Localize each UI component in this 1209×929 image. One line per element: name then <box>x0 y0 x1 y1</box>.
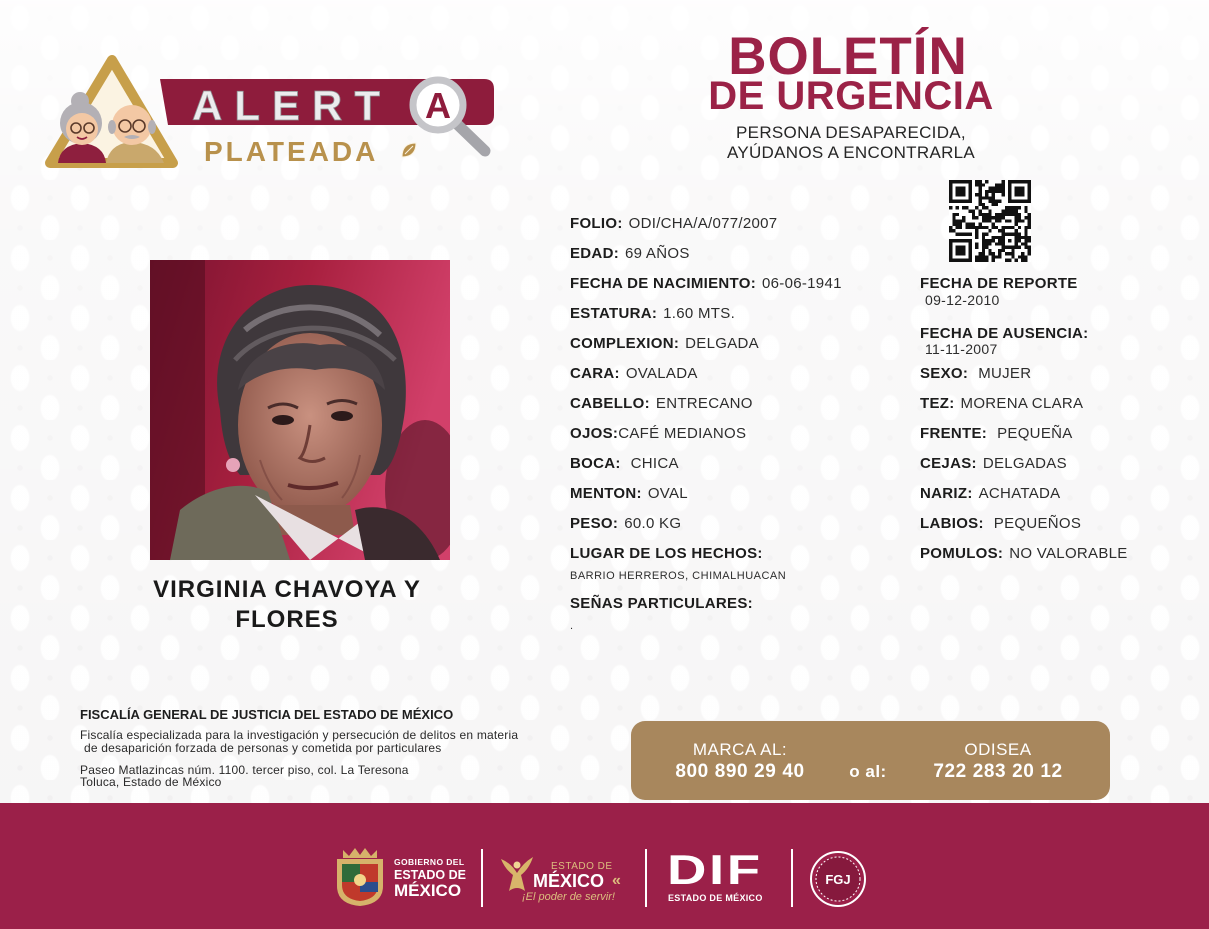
fgj-seal-icon <box>809 850 867 908</box>
pomulos-label: POMULOS: <box>920 545 1004 562</box>
tez-field <box>920 395 1083 413</box>
folio-field <box>570 215 777 233</box>
sexo-value: MUJER <box>978 365 1032 382</box>
frente-field <box>920 425 1073 443</box>
lugar-hechos-label: LUGAR DE LOS HECHOS: <box>570 545 763 562</box>
fecha-reporte-label: FECHA DE REPORTE <box>920 275 1078 292</box>
edomex-slogan: ¡El poder de servir! <box>522 891 615 903</box>
senas-particulares-value: . <box>570 620 574 632</box>
lugar-hechos-value: BARRIO HERREROS, CHIMALHUACAN <box>570 570 787 582</box>
frente-label: FRENTE: <box>920 425 988 442</box>
shield-center <box>354 874 366 886</box>
alerta-plateada-logo <box>40 45 495 175</box>
sexo-label: SEXO: <box>920 365 969 382</box>
bulletin-title: BOLETÍN <box>728 27 968 86</box>
footer-divider <box>791 849 793 907</box>
fgj-logo-text: FGJ <box>825 872 851 887</box>
cejas-value: DELGADAS <box>982 455 1067 472</box>
nariz-value: ACHATADA <box>978 485 1061 502</box>
fecha-nacimiento-value: 06-06-1941 <box>762 275 842 292</box>
grandfather-hair-left <box>108 120 116 134</box>
cejas-label: CEJAS: <box>920 455 977 472</box>
odisea-number: 722 283 20 12 <box>933 761 1063 782</box>
peso-label: PESO: <box>570 515 619 532</box>
logo-alert-last-letter: A <box>425 85 451 126</box>
edad-label: EDAD: <box>570 245 619 262</box>
labios-value: PEQUEÑOS <box>993 515 1082 532</box>
complexion-field <box>570 335 759 353</box>
agency-name: FISCALÍA GENERAL DE JUSTICIA DEL ESTADO DE MÉXICO <box>80 707 454 722</box>
magnifier-handle <box>457 124 485 151</box>
boca-label: BOCA: <box>570 455 621 472</box>
grandfather-hair-right <box>148 120 156 134</box>
cabello-value: ENTRECANO <box>655 395 753 412</box>
fecha-nacimiento-label: FECHA DE NACIMIENTO: <box>570 275 756 292</box>
odisea-label: ODISEA <box>964 740 1032 759</box>
missing-person-notice: PERSONA DESAPARECIDA, <box>736 123 966 142</box>
cabello-label: CABELLO: <box>570 395 650 412</box>
gobierno-line3: MÉXICO <box>394 881 462 900</box>
edomex-line1: ESTADO DE <box>551 861 613 872</box>
missing-person-photo <box>150 260 450 560</box>
photo-eye-right <box>331 411 353 421</box>
lugar-hechos-field <box>570 545 763 563</box>
agency-description-line1: Fiscalía especializada para la investigación y persecución de delitos en materia <box>80 728 519 742</box>
call-number: 800 890 29 40 <box>675 761 805 782</box>
agency-address-line2: Toluca, Estado de México <box>80 775 222 789</box>
cara-field <box>570 365 698 383</box>
fecha-reporte-field <box>920 275 1078 293</box>
shield-crown <box>343 848 377 858</box>
nariz-field <box>920 485 1060 503</box>
person-name-line2: FLORES <box>235 606 339 633</box>
dif-logo: DIF <box>667 846 763 893</box>
edad-value: 69 AÑOS <box>625 245 690 262</box>
fecha-ausencia-value: 11-11-2007 <box>925 341 998 357</box>
agency-description-line2: de desaparición forzada de personas y cometida por particulares <box>84 741 442 755</box>
folio-value: ODI/CHA/A/077/2007 <box>628 215 778 232</box>
peso-value: 60.0 KG <box>624 515 682 532</box>
cara-label: CARA: <box>570 365 620 382</box>
footer-divider <box>481 849 483 907</box>
help-find-notice: AYÚDANOS A ENCONTRARLA <box>726 143 976 162</box>
labios-field <box>920 515 1081 533</box>
frente-value: PEQUEÑA <box>997 425 1073 442</box>
chevron-left-icon: « <box>612 872 621 889</box>
estatura-label: ESTATURA: <box>570 305 658 322</box>
gobierno-line1: GOBIERNO DEL <box>394 857 465 867</box>
pomulos-value: NO VALORABLE <box>1009 545 1128 562</box>
qr-code-icon <box>949 180 1031 262</box>
sexo-field <box>920 365 1031 383</box>
peso-field <box>570 515 681 533</box>
ojos-label: OJOS: <box>570 425 619 442</box>
fecha-nacimiento-field <box>570 275 842 293</box>
leaf-icon <box>402 143 416 157</box>
ojos-value: CAFÉ MEDIANOS <box>618 425 747 442</box>
edomex-line2: MÉXICO <box>533 871 605 891</box>
pomulos-field <box>920 545 1128 563</box>
senas-particulares-field <box>570 595 753 613</box>
photo-eye-left <box>272 415 294 425</box>
boca-value: CHICA <box>630 455 679 472</box>
logo-alert-text: ALERT <box>192 82 392 129</box>
folio-label: FOLIO: <box>570 215 623 232</box>
call-label: MARCA AL: <box>692 740 788 759</box>
logo-plateada-text: PLATEADA <box>204 136 379 167</box>
footer-divider <box>645 849 647 907</box>
edad-field <box>570 245 690 263</box>
tez-value: MORENA CLARA <box>960 395 1084 412</box>
gobierno-shield-icon <box>333 846 387 908</box>
cara-value: OVALADA <box>625 365 698 382</box>
edomex-emblem-head <box>514 862 521 869</box>
person-name-line1: VIRGINIA CHAVOYA Y <box>153 576 421 603</box>
senas-particulares-label: SEÑAS PARTICULARES: <box>570 595 753 612</box>
boca-field <box>570 455 679 473</box>
or-label: o al: <box>849 762 887 781</box>
fecha-ausencia-label: FECHA DE AUSENCIA: <box>920 325 1089 342</box>
complexion-label: COMPLEXION: <box>570 335 680 352</box>
gobierno-line2: ESTADO DE <box>394 868 466 882</box>
menton-field <box>570 485 688 503</box>
fecha-reporte-value: 09-12-2010 <box>925 292 1000 308</box>
cejas-field <box>920 455 1067 473</box>
menton-value: OVAL <box>647 485 688 502</box>
menton-label: MENTON: <box>570 485 642 502</box>
photo-earring <box>226 458 240 472</box>
agency-address-line1: Paseo Matlazincas núm. 1100. tercer piso, col. La Teresona <box>80 763 409 777</box>
ojos-field <box>570 425 746 443</box>
complexion-value: DELGADA <box>685 335 759 352</box>
cabello-field <box>570 395 753 413</box>
tez-label: TEZ: <box>920 395 955 412</box>
bulletin-subtitle: DE URGENCIA <box>708 74 994 118</box>
dif-subtitle: ESTADO DE MÉXICO <box>668 893 763 903</box>
estatura-field <box>570 305 735 323</box>
labios-label: LABIOS: <box>920 515 984 532</box>
estatura-value: 1.60 MTS. <box>663 305 736 322</box>
edomex-emblem-icon <box>497 853 537 895</box>
nariz-label: NARIZ: <box>920 485 973 502</box>
